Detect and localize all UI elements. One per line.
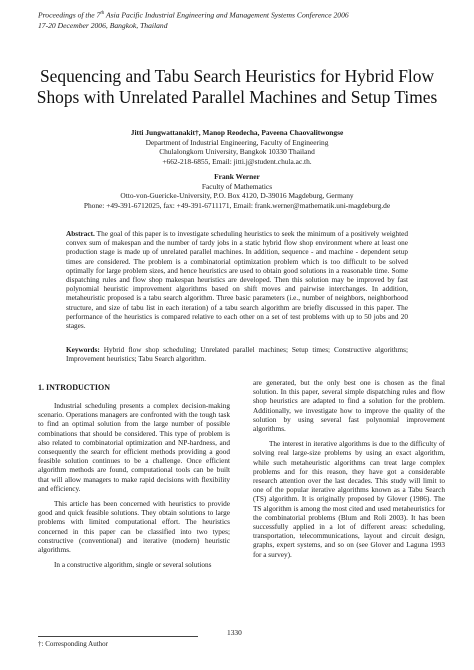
abstract-label: Abstract. [66, 230, 95, 238]
conference-header [38, 9, 349, 31]
author-names-1: Jitti Jungwattanakit†, Manop Reodecha, Paveena Chaovalitwongse [130, 128, 344, 137]
conference-ordinal: th [100, 11, 105, 16]
paper-title: Sequencing and Tabu Search Heuristics for Hybrid Flow Shops with Unrelated Parallel Machines and Setup Times [36, 66, 438, 107]
abstract-text: The goal of this paper is to investigate scheduling heuristics to seek the minimum of a positively weighted convex sum of makespan and the number of tardy jobs in a static hybrid flow shop environment where at least one production stage is made up of unrelated parallel machines. In addition, sequence - and machine - dependent setup times are considered. The problem is a combinatorial optimization problem which is too difficult to be solved optimally for large problem sizes, and hence heuristics are used to obtain good solutions in a reasonable time. Some dispatching rules and flow shop makespan heuristics are developed. Then this solution may be improved by fast polynomial heuristic improvement algorithms based on shift moves and pairwise interchanges. In addition, metaheuristic proposed is a tabu search algorithm. Three basic parameters (i.e., number of neighbors, neighborhood structure, and size of tabu list in each iteration) of a tabu search algorithm are briefly discussed in this paper. The performance of the heuristics is compared relative to each other on a set of test problems with up to 50 jobs and 20 stages. [66, 230, 408, 331]
author-univ-1: Chulalongkorn University, Bangkok 10330 Thailand [159, 147, 315, 156]
paragraph: This article has been concerned with heuristics to provide good and quick feasible solutions. They obtain solutions to large problems with limited computational effort. The heuristics concerned in this paper can be classified into two types; constructive (conventional) and iterative (modern) heuristic algorithms. [38, 500, 230, 555]
author-univ-2: Otto-von-Guericke-University, P.O. Box 4120, D-39016 Magdeburg, Germany [120, 191, 354, 200]
conference-line-1 [38, 9, 349, 21]
author-names-2: Frank Werner [214, 172, 260, 181]
section-heading: 1. INTRODUCTION [38, 383, 111, 392]
paragraph: In a constructive algorithm, single or several solutions [54, 561, 212, 570]
conference-line-1-post: Asia Pacific Industrial Engineering and Management Systems Conference 2006 [104, 10, 349, 20]
right-column [253, 379, 445, 566]
author-contact-2: Phone: +49-391-6712025, fax: +49-391-6711171, Email: frank.werner@mathematik.uni-magdeburg.de [83, 200, 391, 210]
paragraph: The interest in iterative algorithms is due to the difficulty of solving real large-size problems by using an exact algorithm, while such metaheuristic algorithms can treat large complex problems and for this reason, they have got a considerable research attention over the last decades. This study will limit to one of the popular iterative algorithms known as a Tabu Search (TS) algorithm. It is originally proposed by Glover (1986). The TS algorithm is among the most cited and used metaheuristics for the combinatorial problems (Blum and Roli 2003). It has been successfully applied in a lot of different areas: scheduling, transportation, telecommunications, layout and circuit design, graphs, expert systems, and so on (see Glover and Laguna 1993 for a survey). [253, 440, 445, 559]
conference-line-2: 17-20 December 2006, Bangkok, Thailand [38, 20, 168, 30]
author-contact-1: +662-218-6855, Email: jitti.j@student.chula.ac.th. [162, 156, 312, 166]
author-block-1 [20, 128, 454, 166]
paragraph: Industrial scheduling presents a complex decision-making scenario. Operations managers are confronted with the tough task to find an optimal solution from the large number of possible combinations that should be considered. This type of problem is also related to combinatorial optimization and NP-hardness, and consequently the search for efficient methods providing a good feasible solution continues to be a challenge. Once efficient algorithm methods are found, computational tools can be built that will allow managers to make rapid decisions with flexibility and efficiency. [38, 402, 230, 493]
conference-line-1-pre: Proceedings of the 7 [38, 10, 101, 20]
page-number: 1330 [227, 628, 242, 637]
keywords-text: Hybrid flow shop scheduling; Unrelated parallel machines; Setup times; Constructive algorithms; Improvement heuristics; Tabu Search algorithm. [66, 346, 408, 364]
keywords-label: Keywords: [66, 346, 100, 354]
keywords [66, 346, 408, 364]
abstract [66, 230, 408, 331]
left-column [38, 402, 230, 576]
author-dept-1: Department of Industrial Engineering, Faculty of Engineering [145, 137, 329, 147]
footnote-divider [38, 636, 198, 637]
author-block-2 [20, 172, 454, 210]
author-dept-2: Faculty of Mathematics [201, 181, 273, 191]
paragraph: are generated, but the only best one is chosen as the final solution. In this paper, several simple dispatching rules and flow shop heuristics are adapted to find a solution for the problem. Additionally, we investigate how to improve the quality of the solution by using several fast polynomial improvement algorithms. [253, 379, 445, 434]
footnote: †: Corresponding Author [38, 640, 108, 648]
